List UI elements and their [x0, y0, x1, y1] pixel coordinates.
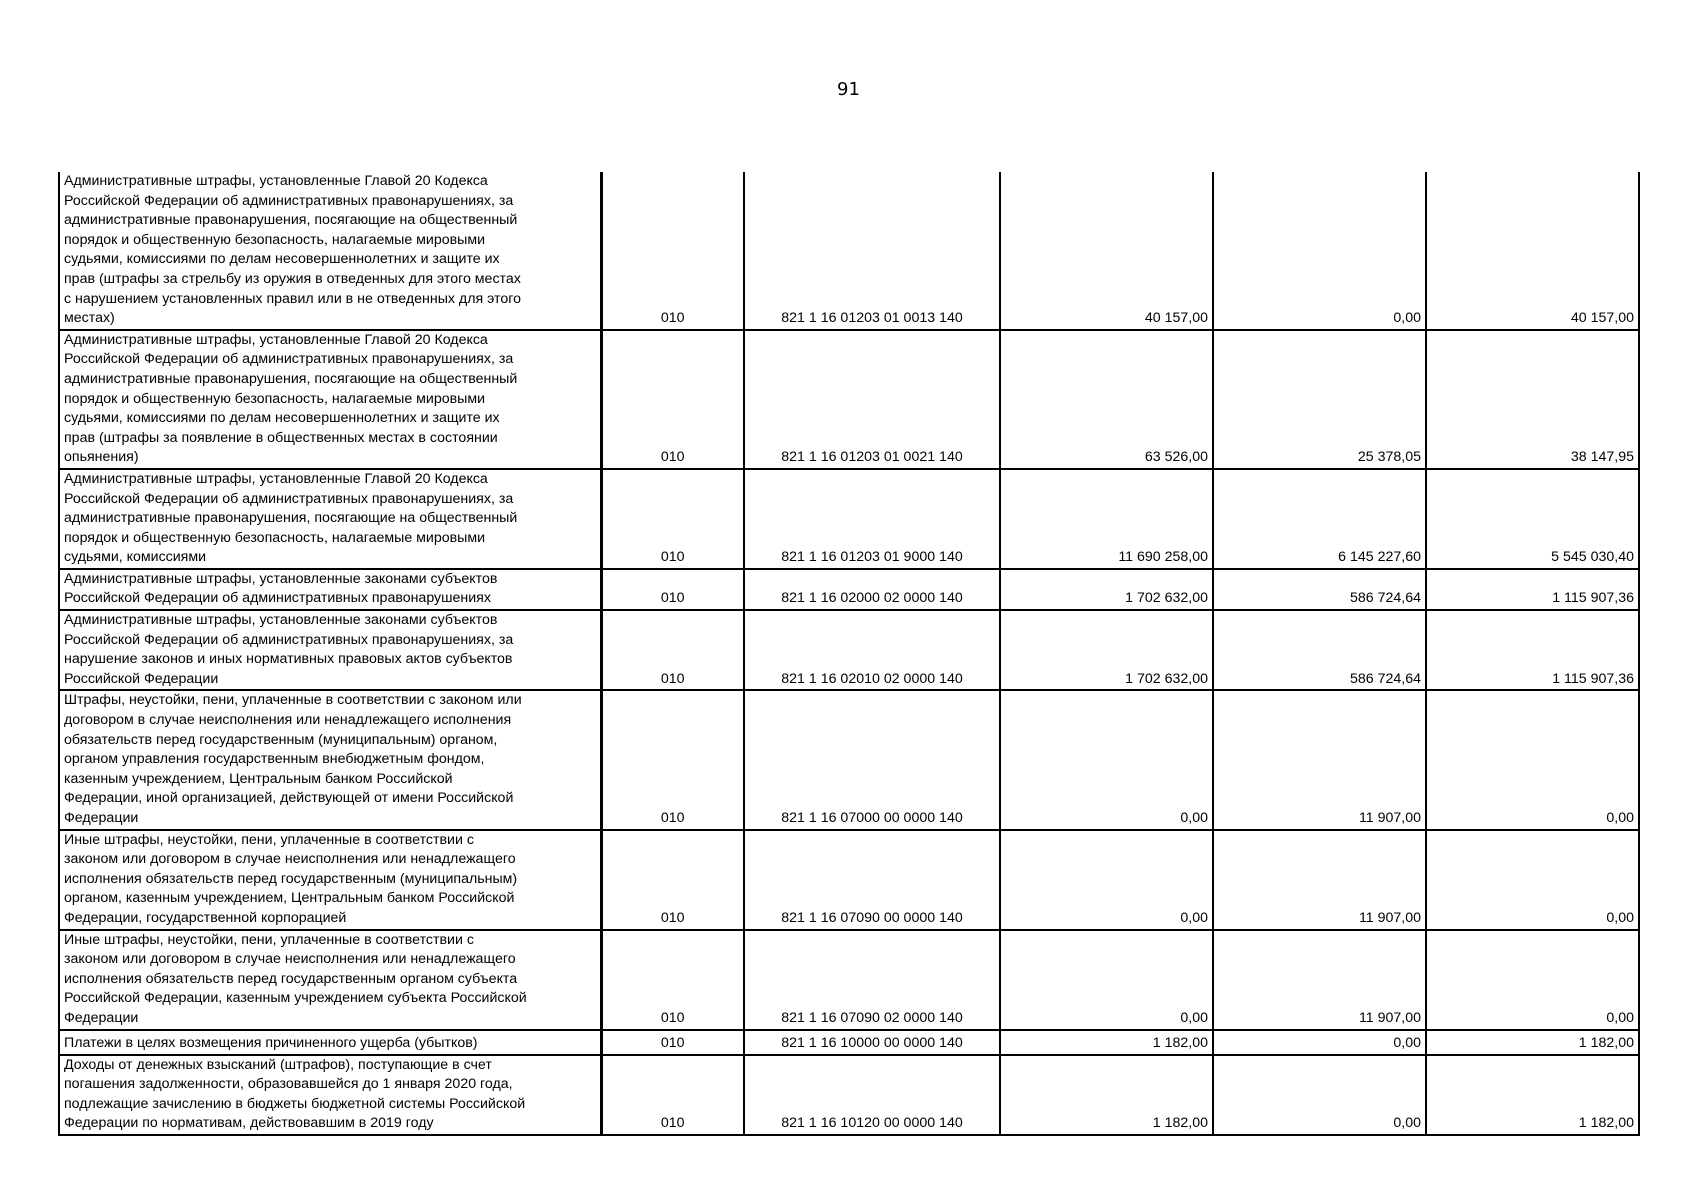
budget-classification-code-cell: 821 1 16 01203 01 9000 140: [744, 469, 1000, 569]
table-row: [59, 1030, 1639, 1055]
executed-amount-cell: 6 145 227,60: [1213, 469, 1426, 569]
table-row: [59, 172, 1639, 330]
budget-classification-code-cell: 821 1 16 07000 00 0000 140: [744, 690, 1000, 829]
approved-amount-cell: 0,00: [1000, 690, 1213, 829]
income-name-cell: Штрафы, неустойки, пени, уплаченные в соответствии с законом или договором в случае неисполнения или ненадлежащего исполнения обязательств перед государственным (муниципальным) органом, органом управления государственным внебюджетным фондом, казенным учреждением, Центральным банком Российской Федерации, иной организацией, действующей от имени Российской Федерации: [59, 690, 601, 829]
income-name-cell: Платежи в целях возмещения причиненного ущерба (убытков): [59, 1030, 601, 1055]
page-number: 91: [837, 79, 860, 100]
unexecuted-amount-cell: 40 157,00: [1426, 172, 1639, 330]
approved-amount-cell: 1 702 632,00: [1000, 610, 1213, 690]
table-row: [59, 830, 1639, 930]
table-row: [59, 469, 1639, 569]
line-code-cell: 010: [601, 610, 744, 690]
unexecuted-amount-cell: 1 182,00: [1426, 1055, 1639, 1135]
budget-classification-code-cell: 821 1 16 10000 00 0000 140: [744, 1030, 1000, 1055]
income-name-cell: Административные штрафы, установленные законами субъектов Российской Федерации об административных правонарушениях: [59, 569, 601, 610]
executed-amount-cell: 586 724,64: [1213, 610, 1426, 690]
income-name-cell: Доходы от денежных взысканий (штрафов), поступающие в счет погашения задолженности, образовавшейся до 1 января 2020 года, подлежащие зачислению в бюджеты бюджетной системы Российской Федерации по нормативам, действовавшим в 2019 году: [59, 1055, 601, 1135]
line-code-cell: 010: [601, 330, 744, 469]
table-row: [59, 330, 1639, 469]
approved-amount-cell: 40 157,00: [1000, 172, 1213, 330]
table-body: [59, 172, 1639, 1135]
income-name-cell: Административные штрафы, установленные Главой 20 Кодекса Российской Федерации об административных правонарушениях, за административные правонарушения, посягающие на общественный порядок и общественную безопасность, налагаемые мировыми судьями, комиссиями: [59, 469, 601, 569]
executed-amount-cell: 0,00: [1213, 1030, 1426, 1055]
approved-amount-cell: 63 526,00: [1000, 330, 1213, 469]
income-name-cell: Административные штрафы, установленные Главой 20 Кодекса Российской Федерации об административных правонарушениях, за административные правонарушения, посягающие на общественный порядок и общественную безопасность, налагаемые мировыми судьями, комиссиями по делам несовершеннолетних и защите их прав (штрафы за появление в общественных местах в состоянии опьянения): [59, 330, 601, 469]
income-report-table: [58, 172, 1640, 1136]
approved-amount-cell: 11 690 258,00: [1000, 469, 1213, 569]
line-code-cell: 010: [601, 1055, 744, 1135]
line-code-cell: 010: [601, 172, 744, 330]
income-name-cell: Административные штрафы, установленные законами субъектов Российской Федерации об административных правонарушениях, за нарушение законов и иных нормативных правовых актов субъектов Российской Федерации: [59, 610, 601, 690]
approved-amount-cell: 0,00: [1000, 830, 1213, 930]
approved-amount-cell: 1 702 632,00: [1000, 569, 1213, 610]
line-code-cell: 010: [601, 1030, 744, 1055]
table-row: [59, 610, 1639, 690]
table-row: [59, 930, 1639, 1030]
unexecuted-amount-cell: 0,00: [1426, 830, 1639, 930]
line-code-cell: 010: [601, 690, 744, 829]
budget-classification-code-cell: 821 1 16 07090 00 0000 140: [744, 830, 1000, 930]
line-code-cell: 010: [601, 930, 744, 1030]
executed-amount-cell: 11 907,00: [1213, 930, 1426, 1030]
line-code-cell: 010: [601, 569, 744, 610]
table-row: [59, 1055, 1639, 1135]
budget-classification-code-cell: 821 1 16 10120 00 0000 140: [744, 1055, 1000, 1135]
approved-amount-cell: 0,00: [1000, 930, 1213, 1030]
income-name-cell: Административные штрафы, установленные Главой 20 Кодекса Российской Федерации об административных правонарушениях, за административные правонарушения, посягающие на общественный порядок и общественную безопасность, налагаемые мировыми судьями, комиссиями по делам несовершеннолетних и защите их прав (штрафы за стрельбу из оружия в отведенных для этого местах с нарушением установленных правил или в не отведенных для этого местах): [59, 172, 601, 330]
budget-classification-code-cell: 821 1 16 01203 01 0021 140: [744, 330, 1000, 469]
line-code-cell: 010: [601, 830, 744, 930]
income-name-cell: Иные штрафы, неустойки, пени, уплаченные в соответствии с законом или договором в случае неисполнения или ненадлежащего исполнения обязательств перед государственным (муниципальным) органом, казенным учреждением, Центральным банком Российской Федерации, государственной корпорацией: [59, 830, 601, 930]
unexecuted-amount-cell: 0,00: [1426, 690, 1639, 829]
budget-classification-code-cell: 821 1 16 07090 02 0000 140: [744, 930, 1000, 1030]
unexecuted-amount-cell: 1 182,00: [1426, 1030, 1639, 1055]
budget-classification-code-cell: 821 1 16 02010 02 0000 140: [744, 610, 1000, 690]
executed-amount-cell: 586 724,64: [1213, 569, 1426, 610]
line-code-cell: 010: [601, 469, 744, 569]
executed-amount-cell: 11 907,00: [1213, 830, 1426, 930]
unexecuted-amount-cell: 5 545 030,40: [1426, 469, 1639, 569]
approved-amount-cell: 1 182,00: [1000, 1055, 1213, 1135]
unexecuted-amount-cell: 1 115 907,36: [1426, 610, 1639, 690]
unexecuted-amount-cell: 1 115 907,36: [1426, 569, 1639, 610]
table-row: [59, 690, 1639, 829]
income-name-cell: Иные штрафы, неустойки, пени, уплаченные в соответствии с законом или договором в случае неисполнения или ненадлежащего исполнения обязательств перед государственным органом субъекта Российской Федерации, казенным учреждением субъекта Российской Федерации: [59, 930, 601, 1030]
unexecuted-amount-cell: 38 147,95: [1426, 330, 1639, 469]
budget-classification-code-cell: 821 1 16 02000 02 0000 140: [744, 569, 1000, 610]
unexecuted-amount-cell: 0,00: [1426, 930, 1639, 1030]
budget-classification-code-cell: 821 1 16 01203 01 0013 140: [744, 172, 1000, 330]
executed-amount-cell: 25 378,05: [1213, 330, 1426, 469]
executed-amount-cell: 0,00: [1213, 1055, 1426, 1135]
executed-amount-cell: 11 907,00: [1213, 690, 1426, 829]
table-row: [59, 569, 1639, 610]
executed-amount-cell: 0,00: [1213, 172, 1426, 330]
approved-amount-cell: 1 182,00: [1000, 1030, 1213, 1055]
